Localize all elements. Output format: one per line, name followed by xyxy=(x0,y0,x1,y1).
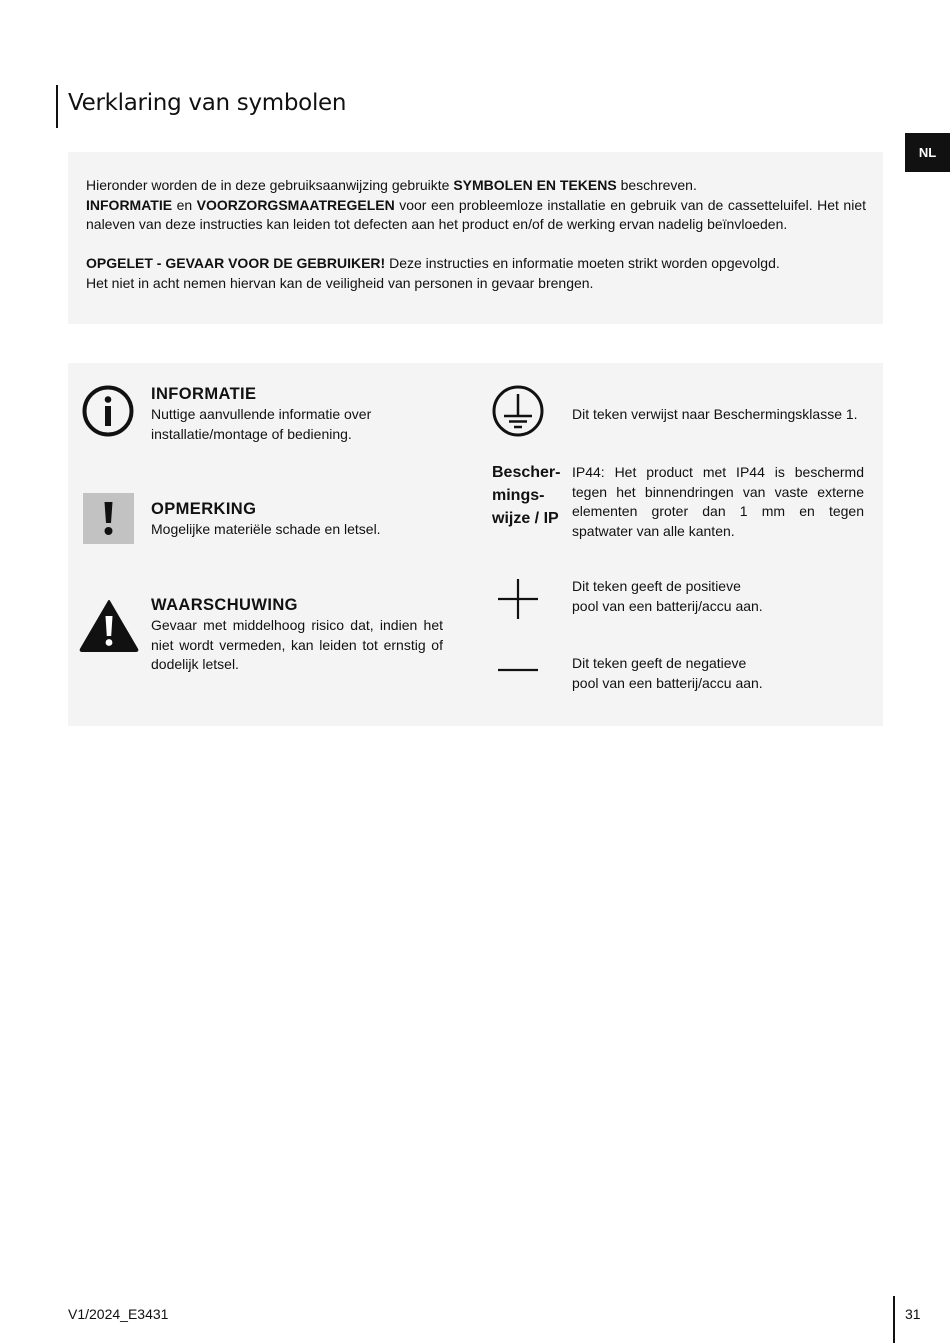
plus-icon xyxy=(497,578,539,620)
ip-label-line: Bescher- xyxy=(492,464,561,481)
language-tab: NL xyxy=(905,133,950,172)
intro-text-span: Hieronder worden de in deze gebruiksaanwijzing gebruikte xyxy=(86,177,454,193)
title-accent-bar xyxy=(56,85,58,128)
intro-warning-paragraph xyxy=(86,254,866,293)
intro-bold-span: INFORMATIE xyxy=(86,196,173,213)
opmerking-description: Mogelijke materiële schade en letsel. xyxy=(151,521,381,537)
minus-icon xyxy=(497,660,539,680)
positief-description-line: pool van een batterij/accu aan. xyxy=(572,597,763,614)
ip-description: IP44: Het product met IP44 is beschermd tegen het binnendringen van vaste externe elementen groter dan 1 mm en tegen spatwater van alle kanten. xyxy=(572,464,864,539)
waarschuwing-description: Gevaar met middelhoog risico dat, indien het niet wordt vermeden, kan leiden tot ernstig of dodelijk letsel. xyxy=(151,617,443,672)
waarschuwing-heading: WAARSCHUWING xyxy=(151,596,298,614)
intro-text xyxy=(86,176,866,293)
page-number: 31 xyxy=(905,1306,921,1322)
ip-label-line: wijze / IP xyxy=(492,510,559,527)
intro-bold-span: SYMBOLEN EN TEKENS xyxy=(453,177,617,193)
footer-accent-bar xyxy=(893,1296,895,1343)
warning-triangle-icon xyxy=(79,599,139,652)
intro-text-span: voor een probleemloze installatie en gebruik van de cassetteluifel. Het niet naleven van deze instructies kan leiden tot defecten aan het product en/of de werking ervan nadelig beïnvloeden. xyxy=(86,196,867,232)
informatie-description: Nuttige aanvullende informatie over installatie/montage of bediening. xyxy=(151,406,372,442)
negatief-description-line: Dit teken geeft de negatieve xyxy=(572,655,747,671)
intro-box xyxy=(68,152,883,324)
footer-version-code: V1/2024_E3431 xyxy=(68,1306,169,1322)
intro-text-span: beschreven. xyxy=(616,177,697,193)
ip-label xyxy=(492,461,560,530)
informatie-heading: INFORMATIE xyxy=(151,385,257,403)
ground-protection-class-icon xyxy=(492,385,544,437)
beschermingsklasse-description: Dit teken verwijst naar Beschermingsklasse 1. xyxy=(572,406,858,422)
negatief-description-line: pool van een batterij/accu aan. xyxy=(572,674,763,691)
opmerking-heading: OPMERKING xyxy=(151,500,257,518)
intro-warning-text: Het niet in acht nemen hiervan kan de veiligheid van personen in gevaar brengen. xyxy=(86,274,594,291)
page-title: Verklaring van symbolen xyxy=(68,90,347,116)
intro-bold-span: VOORZORGSMAATREGELEN xyxy=(196,196,395,213)
intro-text-span: en xyxy=(172,196,197,213)
exclamation-square-icon xyxy=(83,493,134,544)
ip-label-line: mings- xyxy=(492,487,545,504)
negatief-description xyxy=(572,654,872,693)
symbols-box xyxy=(68,363,883,726)
intro-paragraph-1 xyxy=(86,176,866,235)
intro-warning-text: Deze instructies en informatie moeten strikt worden opgevolgd. xyxy=(385,255,780,271)
positief-description xyxy=(572,577,872,616)
intro-warning-bold: OPGELET - GEVAAR VOOR DE GEBRUIKER! xyxy=(86,255,386,271)
info-circle-icon xyxy=(82,385,134,437)
positief-description-line: Dit teken geeft de positieve xyxy=(572,578,741,594)
